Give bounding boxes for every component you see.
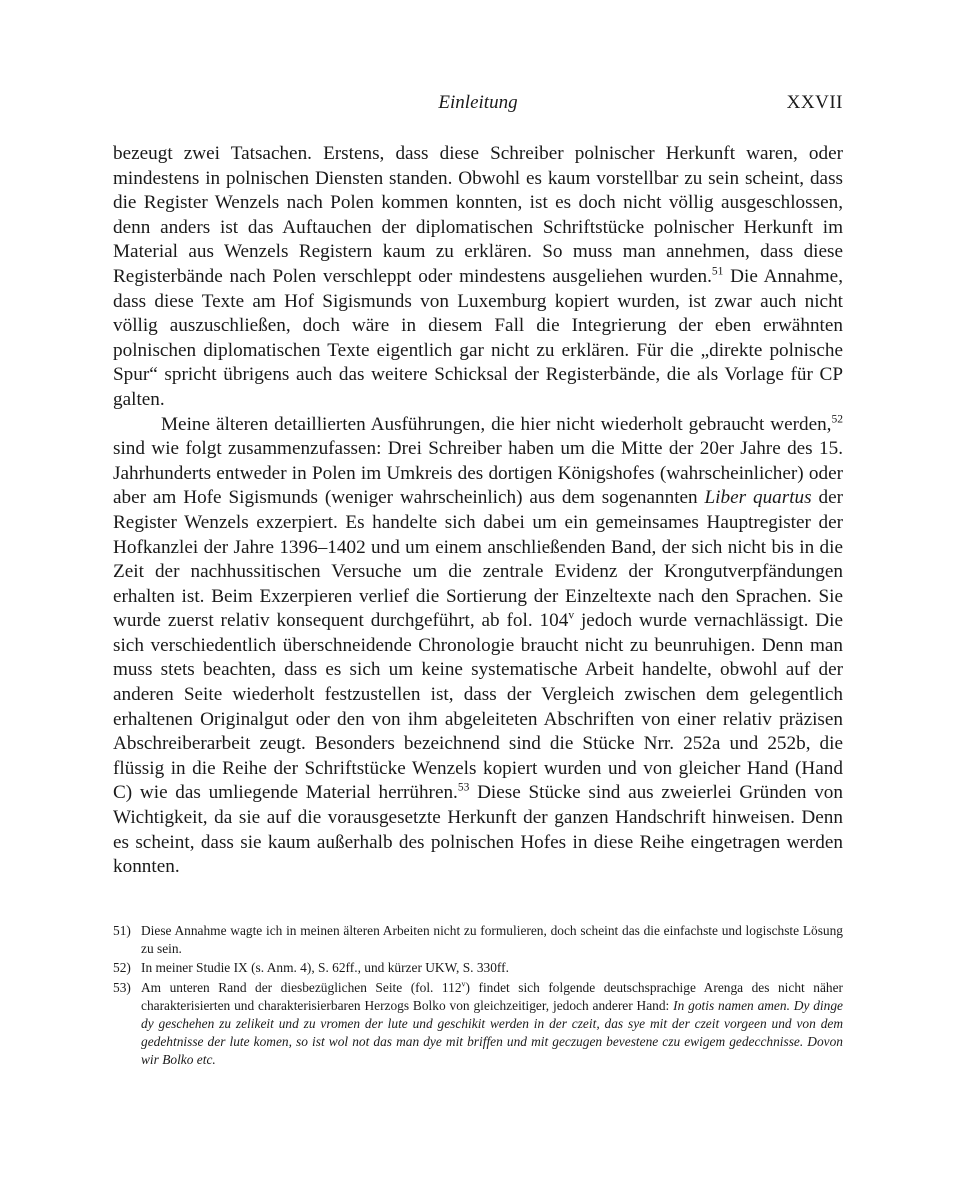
footnote-number: 52) [113, 960, 131, 976]
italic-quotation: In gotis namen amen. Dy dinge dy geschehen zu zelikeit und zu vromen der lute und geschikit werden in der czeit, das sye mit der czeit vorgeen und von dem gedehtnisse der lute komen, so ist wol not das man dye mit briffen und mit geczugen bevestene czu ewigem gedecchnisse. Dovon wir Bolko etc. [141, 997, 843, 1068]
footnote-number: 51) [113, 923, 131, 938]
text-segment: jedoch wurde vernachlässigt. Die sich verschiedentlich überschneidende Chronologie braucht nicht zu beunruhigen. Denn man muss stets beachten, dass es sich um keine systematische Arbeit handelte, obwohl auf der anderen Seite wiederholt festzustellen ist, dass der Vergleich zwischen dem gelegentlich erhaltenen Originalgut oder den von ihm abgeleiteten Abschriften von einer relativ präzisen Abschreiberarbeit zeugt. Besonders bezeichnend sind die Stücke Nrr. 252a und 252b, die flüssig in die Reihe der Schriftstücke Wenzels kopiert wurden und von gleicher Hand (Hand C) wie das umliegende Material herrühren. [113, 610, 843, 804]
folio-verso-mark: v [568, 609, 575, 622]
footnote-text [141, 979, 843, 1070]
text-segment: bezeugt zwei Tatsachen. Erstens, dass diese Schreiber polnischer Herkunft waren, oder mindestens in polnischen Diensten standen. Obwohl es kaum vorstellbar zu sein scheint, dass die Register Wenzels nach Polen kommen konnten, ist es doch nicht völlig ausgeschlossen, denn anders ist das Auftauchen der diplomatischen Schriftstücke polnischer Herkunft im Material aus Wenzels Registern kaum zu erklären. So muss man annehmen, dass diese Registerbände nach Polen verschleppt oder mindestens ausgeliehen wurden. [113, 143, 843, 287]
text-segment: Meine älteren detaillierten Ausführungen, die hier nicht wiederholt gebraucht werden, [161, 413, 832, 435]
footnote-text: Diese Annahme wagte ich in meinen älteren Arbeiten nicht zu formulieren, doch scheint das die einfachste und logischste Lösung zu sein. [141, 923, 843, 957]
text-segment: Die Annahme, dass diese Texte am Hof Sigismunds von Luxemburg kopiert wurden, ist zwar auch nicht völlig auszuschließen, doch wäre in diesem Fall die Integrierung der eben erwähnten polnischen diplomatischen Texte eigentlich gar nicht zu erklären. Für die „direkte polnische Spur“ spricht übrigens auch das weitere Schicksal der Registerbände, die als Vorlage für CP galten. [113, 265, 843, 410]
footnote-ref-51[interactable]: 51 [711, 265, 724, 278]
text-segment: sind wie folgt zusammenzufassen: Drei Schreiber haben um die Mitte der 20er Jahre des 15. Jahrhunderts entweder in Polen im Umkreis des dortigen Königshofes (wahrscheinlicher) oder aber am Hofe Sigismunds (weniger wahrscheinlich) aus dem sogenannten [113, 438, 843, 509]
footnotes [113, 922, 843, 1071]
page-header [113, 92, 843, 122]
footnote-ref-52[interactable]: 52 [831, 413, 843, 426]
paragraph-2 [113, 413, 843, 880]
text-segment: Am unteren Rand der diesbezüglichen Seite (fol. 112 [141, 979, 462, 995]
folio-verso-mark: v [461, 979, 466, 989]
footnote-51 [113, 922, 843, 958]
italic-title: Liber quartus [704, 487, 812, 509]
footnote-52 [113, 959, 843, 977]
main-text [113, 142, 843, 880]
text-segment: Diese Stücke sind aus zweierlei Gründen von Wichtigkeit, da sie auf die vorausgesetzte Herkunft der ganzen Handschrift hinweisen. Denn es scheint, dass sie kaum außerhalb des polnischen Hofes in diese Reihe eingetragen werden konnten. [113, 782, 843, 878]
footnote-53 [113, 979, 843, 1070]
text-segment: ) findet sich folgende deutschsprachige Arenga des nicht näher charakterisierten und charakterisierbaren Herzogs Bolko von gleichzeitiger, jedoch anderer Hand: [141, 979, 843, 1013]
footnote-number: 53) [113, 979, 131, 995]
footnote-ref-53[interactable]: 53 [457, 782, 470, 795]
running-title: Einleitung [438, 92, 518, 113]
footnote-text: In meiner Studie IX (s. Anm. 4), S. 62ff., und kürzer UKW, S. 330ff. [141, 960, 509, 976]
text-segment: der Register Wenzels exzerpiert. Es handelte sich dabei um ein gemeinsames Hauptregister der Hofkanzlei der Jahre 1396–1402 und um einem anschließenden Band, der sich nicht bis in die Zeit der nachhussitischen Versuche um die zentrale Evidenz der Krongutverpfändungen erhalten ist. Beim Exzerpieren verlief die Sortierung der Einzeltexte nach den Sprachen. Sie wurde zuerst relativ konsequent durchgeführt, ab fol. 104 [113, 487, 844, 632]
page-number: XXVII [786, 92, 843, 113]
paragraph-1 [113, 142, 843, 413]
